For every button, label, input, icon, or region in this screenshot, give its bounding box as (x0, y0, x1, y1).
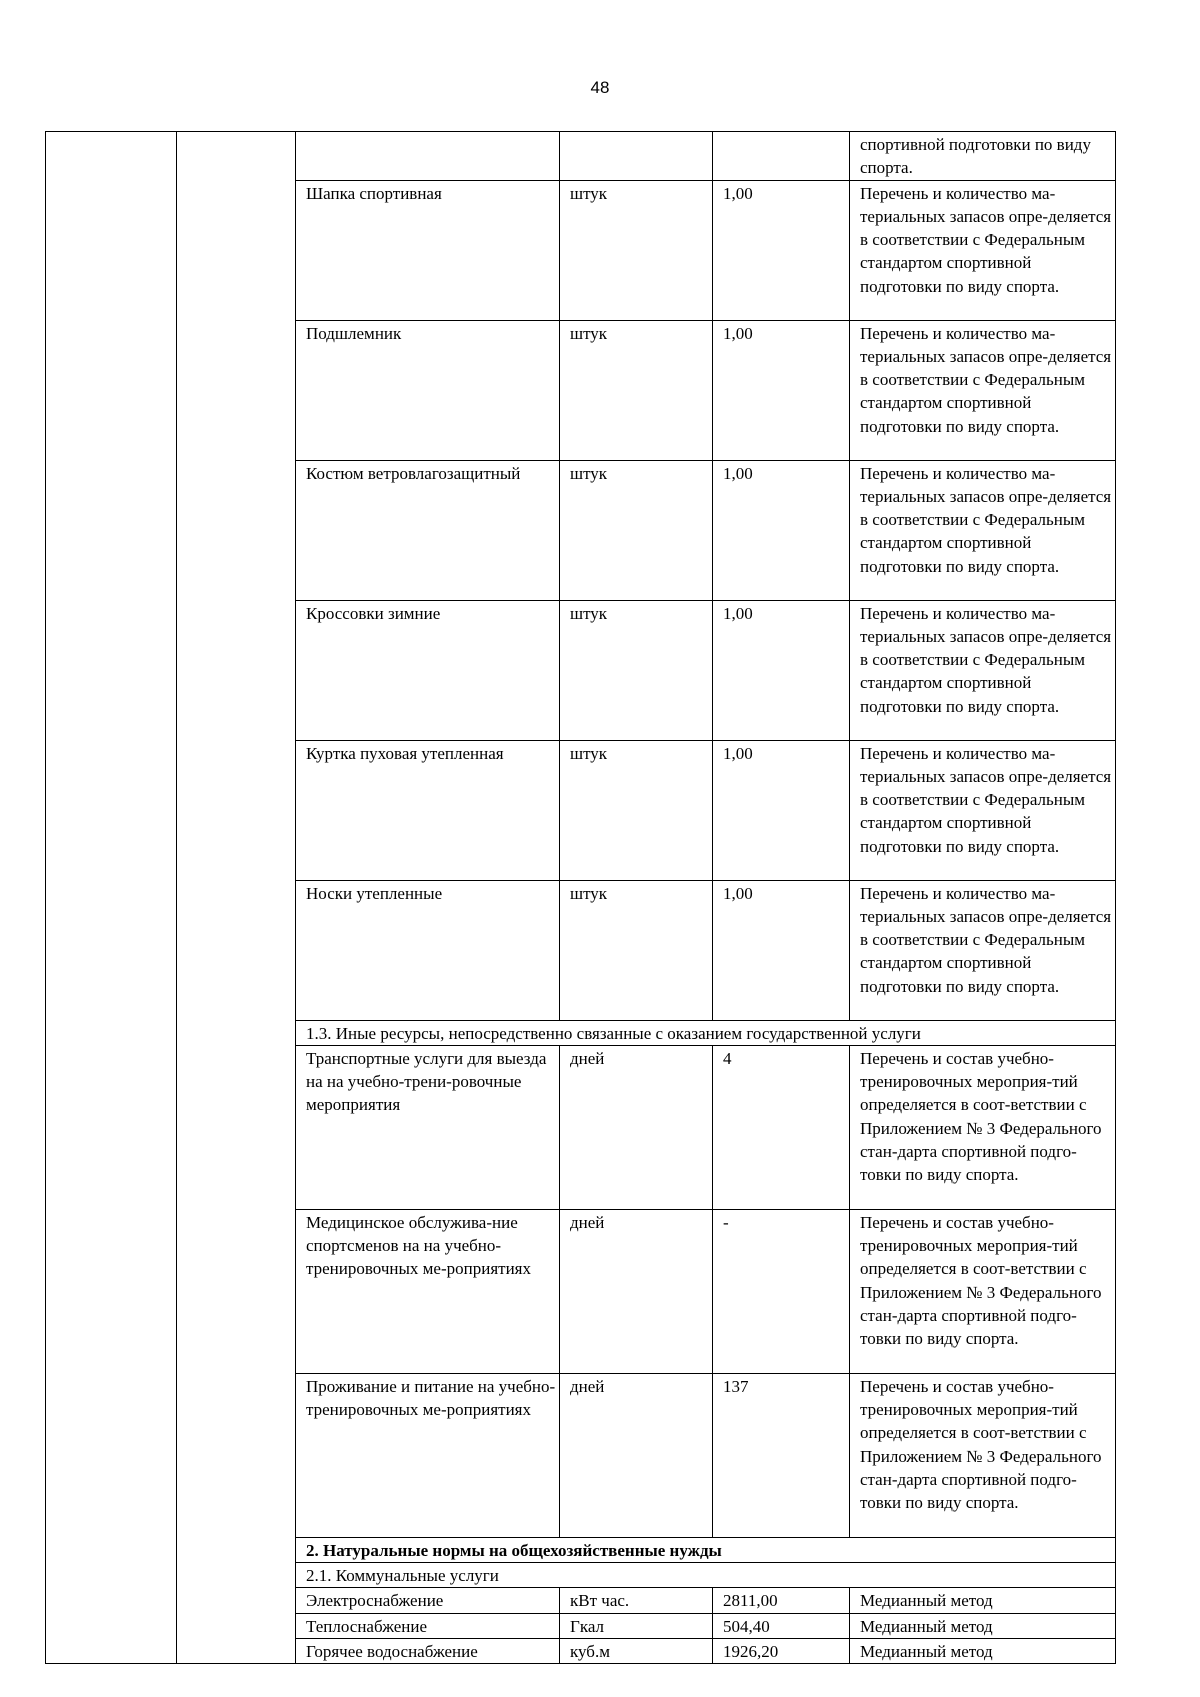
item-note: Перечень и состав учебно-тренировочных мероприя-тий определяется в соот-ветствии с Приложением № 3 Федерального стан-дарта спортивной подго-товки по виду спорта. (850, 1373, 1116, 1537)
item-unit: штук (560, 880, 713, 1020)
item-quantity (713, 132, 850, 181)
item-name: Костюм ветровлагозащитный (296, 460, 560, 600)
item-name: Шапка спортивная (296, 180, 560, 320)
item-name (296, 132, 560, 181)
item-quantity: 1,00 (713, 320, 850, 460)
item-quantity: 1,00 (713, 180, 850, 320)
table-row (46, 132, 1116, 181)
item-unit: штук (560, 180, 713, 320)
item-name: Подшлемник (296, 320, 560, 460)
item-unit: куб.м (560, 1639, 713, 1664)
item-note: спортивной подготовки по виду спорта. (850, 132, 1116, 181)
item-quantity: 1,00 (713, 740, 850, 880)
item-unit: дней (560, 1373, 713, 1537)
item-note: Перечень и количество ма-териальных запасов опре-деляется в соответствии с Федеральным стандартом спортивной подготовки по виду спорта. (850, 460, 1116, 600)
item-unit: кВт час. (560, 1588, 713, 1613)
item-quantity: 504,40 (713, 1613, 850, 1638)
item-note: Медианный метод (850, 1588, 1116, 1613)
item-unit: штук (560, 740, 713, 880)
item-note: Медианный метод (850, 1639, 1116, 1664)
item-note: Медианный метод (850, 1613, 1116, 1638)
item-name: Медицинское обслужива-ние спортсменов на на учебно-тренировочных ме-роприятиях (296, 1209, 560, 1373)
item-name: Куртка пуховая утепленная (296, 740, 560, 880)
item-quantity: 137 (713, 1373, 850, 1537)
item-name: Теплоснабжение (296, 1613, 560, 1638)
item-quantity: 4 (713, 1045, 850, 1209)
section-heading: 2. Натуральные нормы на общехозяйственные нужды (296, 1537, 1116, 1562)
item-unit: штук (560, 460, 713, 600)
item-note: Перечень и количество ма-териальных запасов опре-деляется в соответствии с Федеральным стандартом спортивной подготовки по виду спорта. (850, 880, 1116, 1020)
item-note: Перечень и количество ма-териальных запасов опре-деляется в соответствии с Федеральным стандартом спортивной подготовки по виду спорта. (850, 600, 1116, 740)
item-name: Горячее водоснабжение (296, 1639, 560, 1664)
resource-norms-table (45, 131, 1116, 1664)
item-name: Кроссовки зимние (296, 600, 560, 740)
item-note: Перечень и количество ма-териальных запасов опре-деляется в соответствии с Федеральным стандартом спортивной подготовки по виду спорта. (850, 180, 1116, 320)
item-unit (560, 132, 713, 181)
item-quantity: 1,00 (713, 880, 850, 1020)
item-note: Перечень и количество ма-териальных запасов опре-деляется в соответствии с Федеральным стандартом спортивной подготовки по виду спорта. (850, 320, 1116, 460)
item-name: Носки утепленные (296, 880, 560, 1020)
item-quantity: 2811,00 (713, 1588, 850, 1613)
section-heading: 1.3. Иные ресурсы, непосредственно связанные с оказанием государственной услуги (296, 1020, 1116, 1045)
item-note: Перечень и состав учебно-тренировочных мероприя-тий определяется в соот-ветствии с Приложением № 3 Федерального стан-дарта спортивной подго-товки по виду спорта. (850, 1209, 1116, 1373)
item-quantity: 1,00 (713, 600, 850, 740)
item-note: Перечень и количество ма-териальных запасов опре-деляется в соответствии с Федеральным стандартом спортивной подготовки по виду спорта. (850, 740, 1116, 880)
item-unit: штук (560, 320, 713, 460)
blank-column-1 (46, 132, 177, 1664)
blank-column-2 (177, 132, 296, 1664)
item-unit: дней (560, 1209, 713, 1373)
item-unit: штук (560, 600, 713, 740)
page-number: 48 (590, 78, 610, 97)
item-name: Электроснабжение (296, 1588, 560, 1613)
section-heading: 2.1. Коммунальные услуги (296, 1563, 1116, 1588)
item-quantity: 1926,20 (713, 1639, 850, 1664)
item-name: Проживание и питание на учебно-тренировочных ме-роприятиях (296, 1373, 560, 1537)
item-quantity: 1,00 (713, 460, 850, 600)
item-name: Транспортные услуги для выезда на на учебно-трени-ровочные мероприятия (296, 1045, 560, 1209)
item-unit: Гкал (560, 1613, 713, 1638)
item-note: Перечень и состав учебно-тренировочных мероприя-тий определяется в соот-ветствии с Приложением № 3 Федерального стан-дарта спортивной подго-товки по виду спорта. (850, 1045, 1116, 1209)
item-quantity: - (713, 1209, 850, 1373)
item-unit: дней (560, 1045, 713, 1209)
